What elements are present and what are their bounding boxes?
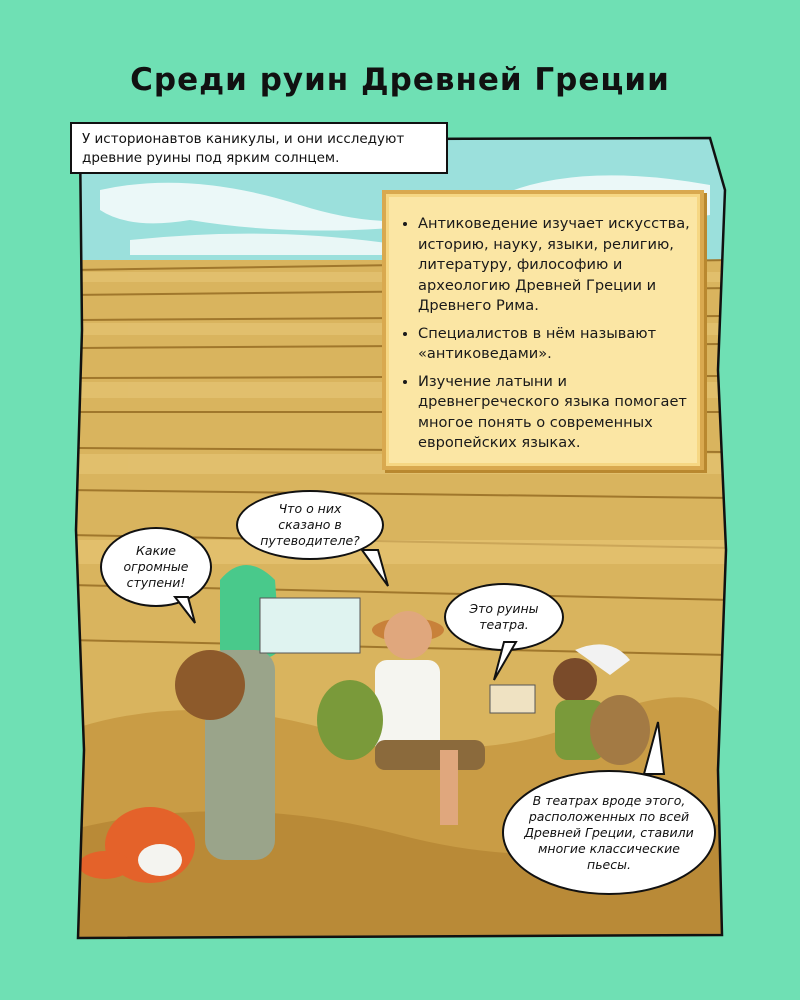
bubble-tail: [640, 720, 670, 776]
bubble-tail: [170, 595, 200, 625]
speech-bubble-theatre: Это руины театра.: [444, 583, 564, 651]
caption-box: У историонавтов каникулы, и они исследуют древние руины под ярким солнцем.: [70, 122, 448, 174]
speech-bubble-guidebook: Что о них сказано в путеводителе?: [236, 490, 384, 560]
info-item: • Специалистов в нём называют «антиковедами».: [418, 324, 690, 365]
speech-bubble-steps: Какие огромные ступени!: [100, 527, 212, 607]
backpack: [317, 680, 383, 760]
info-item: • Изучение латыни и древнегреческого языка помогает многое понять о современных европейских языках.: [418, 372, 690, 454]
speech-bubble-plays: В театрах вроде этого, расположенных по всей Древней Греции, ставили многие классические пьесы.: [502, 770, 716, 895]
info-box: [382, 190, 704, 470]
bubble-tail: [360, 548, 392, 588]
bubble-tail: [490, 640, 520, 682]
hat-on-back: [175, 650, 245, 720]
info-item: • Антиковедение изучает искусства, историю, науку, языки, религию, литературу, философию и археологию Древней Греции и Древнего Рима.: [418, 214, 690, 317]
page-title: Среди руин Древней Греции: [130, 62, 670, 98]
